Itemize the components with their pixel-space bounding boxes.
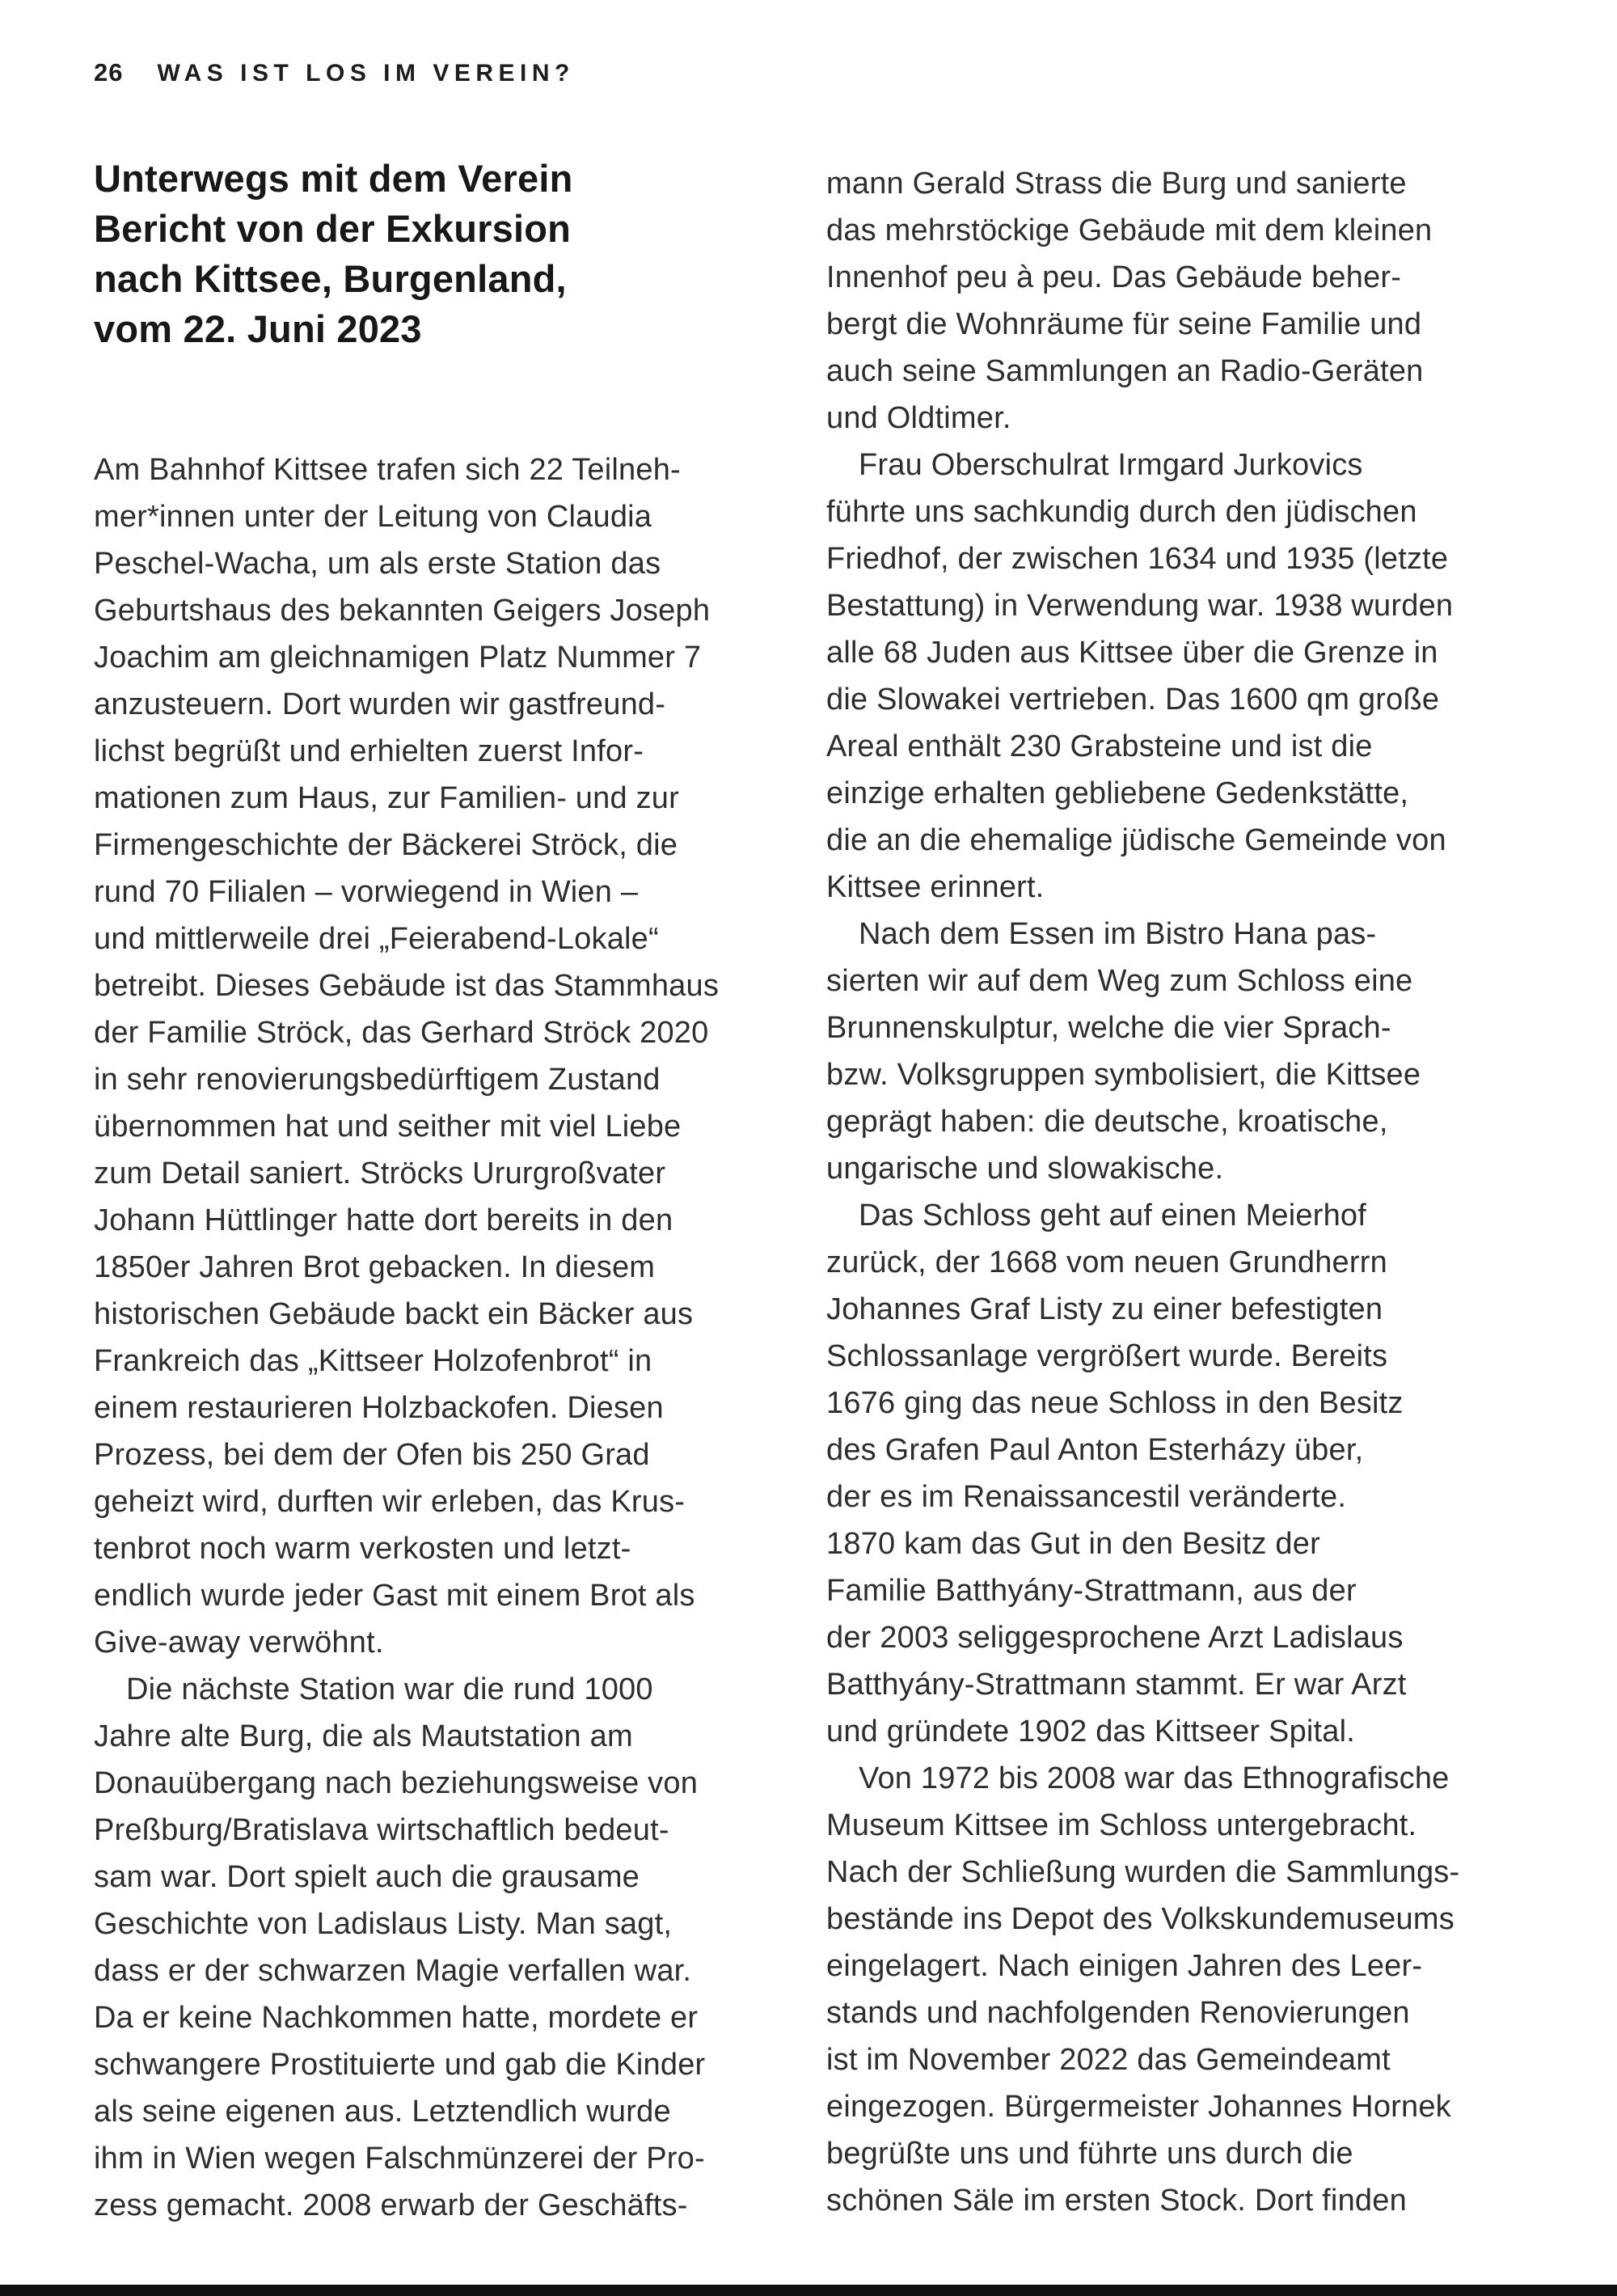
text-line: Friedhof, der zwischen 1634 und 1935 (letzte bbox=[826, 542, 1449, 576]
text-line: bergt die Wohnräume für seine Familie und bbox=[826, 307, 1422, 341]
article-title bbox=[94, 154, 572, 354]
text-line: ist im November 2022 das Gemeindeamt bbox=[826, 2043, 1391, 2077]
text-line: zess gemacht. 2008 erwarb der Geschäfts- bbox=[94, 2188, 688, 2222]
text-line: des Grafen Paul Anton Esterházy über, bbox=[826, 1433, 1364, 1467]
text-line: führte uns sachkundig durch den jüdischen bbox=[826, 495, 1417, 529]
text-line: Joachim am gleichnamigen Platz Nummer 7 bbox=[94, 641, 702, 674]
text-line: Prozess, bei dem der Ofen bis 250 Grad bbox=[94, 1438, 650, 1472]
text-line: endlich wurde jeder Gast mit einem Brot als bbox=[94, 1579, 695, 1613]
text-line: Brunnenskulptur, welche die vier Sprach- bbox=[826, 1011, 1391, 1045]
text-line: Frankreich das „Kittseer Holzofenbrot“ in bbox=[94, 1344, 652, 1378]
text-line: Areal enthält 230 Grabsteine und ist die bbox=[826, 729, 1373, 763]
text-line: Geschichte von Ladislaus Listy. Man sagt, bbox=[94, 1907, 673, 1941]
text-line: sam war. Dort spielt auch die grausame bbox=[94, 1860, 640, 1894]
text-line: Unterwegs mit dem Verein bbox=[94, 157, 573, 200]
text-line: geprägt haben: die deutsche, kroatische, bbox=[826, 1105, 1388, 1139]
text-line: vom 22. Juni 2023 bbox=[94, 307, 422, 350]
text-line: mationen zum Haus, zur Familien- und zur bbox=[94, 781, 679, 815]
text-line: dass er der schwarzen Magie verfallen war. bbox=[94, 1954, 692, 1988]
text-line: Geburtshaus des bekannten Geigers Joseph bbox=[94, 594, 711, 628]
text-line: und Oldtimer. bbox=[826, 401, 1011, 435]
text-line: Von 1972 bis 2008 war das Ethnografische bbox=[859, 1761, 1450, 1795]
text-line: Das Schloss geht auf einen Meierhof bbox=[859, 1199, 1367, 1233]
text-line: zurück, der 1668 vom neuen Grundherrn bbox=[826, 1245, 1387, 1279]
text-line: Kittsee erinnert. bbox=[826, 870, 1045, 904]
text-line: alle 68 Juden aus Kittsee über die Grenze in bbox=[826, 636, 1438, 670]
text-line: tenbrot noch warm verkosten und letzt- bbox=[94, 1532, 631, 1566]
text-line: eingezogen. Bürgermeister Johannes Hornek bbox=[826, 2090, 1451, 2124]
text-line: zum Detail saniert. Ströcks Ururgroßvater bbox=[94, 1156, 666, 1190]
text-line: stands und nachfolgenden Renovierungen bbox=[826, 1996, 1410, 2030]
text-line: begrüßte uns und führte uns durch die bbox=[826, 2137, 1353, 2171]
text-line: Nach der Schließung wurden die Sammlungs- bbox=[826, 1855, 1460, 1889]
text-line: Museum Kittsee im Schloss untergebracht. bbox=[826, 1808, 1417, 1842]
text-line: das mehrstöckige Gebäude mit dem kleinen bbox=[826, 214, 1433, 247]
text-line: einzige erhalten gebliebene Gedenkstätte, bbox=[826, 776, 1409, 810]
right-column bbox=[826, 160, 1538, 2224]
text-line: ihm in Wien wegen Falschmünzerei der Pro- bbox=[94, 2142, 705, 2175]
text-line: eingelagert. Nach einigen Jahren des Leer- bbox=[826, 1949, 1423, 1983]
text-line: anzusteuern. Dort wurden wir gastfreund- bbox=[94, 687, 666, 721]
text-line: historischen Gebäude backt ein Bäcker aus bbox=[94, 1297, 694, 1331]
text-line: Bestattung) in Verwendung war. 1938 wurden bbox=[826, 589, 1454, 623]
text-line: 1676 ging das neue Schloss in den Besitz bbox=[826, 1386, 1404, 1420]
text-line: lichst begrüßt und erhielten zuerst Infor- bbox=[94, 734, 644, 768]
text-line: Die nächste Station war die rund 1000 bbox=[126, 1672, 653, 1706]
text-line: Da er keine Nachkommen hatte, mordete er bbox=[94, 2001, 699, 2035]
text-line: rund 70 Filialen – vorwiegend in Wien – bbox=[94, 875, 639, 909]
text-line: bzw. Volksgruppen symbolisiert, die Kittsee bbox=[826, 1058, 1421, 1092]
text-line: der 2003 seliggesprochene Arzt Ladislaus bbox=[826, 1621, 1404, 1655]
text-line: der es im Renaissancestil veränderte. bbox=[826, 1480, 1347, 1514]
text-line: in sehr renovierungsbedürftigem Zustand bbox=[94, 1063, 661, 1097]
left-column bbox=[94, 446, 805, 2229]
section-header: WAS IST LOS IM VEREIN? bbox=[157, 60, 575, 87]
text-line: die an die ehemalige jüdische Gemeinde von bbox=[826, 823, 1446, 857]
text-line: 1850er Jahren Brot gebacken. In diesem bbox=[94, 1250, 656, 1284]
text-line: mer*innen unter der Leitung von Claudia bbox=[94, 500, 652, 534]
text-line: einem restaurieren Holzbackofen. Diesen bbox=[94, 1391, 664, 1425]
text-line: auch seine Sammlungen an Radio-Geräten bbox=[826, 354, 1424, 388]
text-line: Johann Hüttlinger hatte dort bereits in den bbox=[94, 1203, 673, 1237]
text-line: nach Kittsee, Burgenland, bbox=[94, 257, 567, 300]
text-line: schwangere Prostituierte und gab die Kinder bbox=[94, 2048, 706, 2082]
text-line: übernommen hat und seither mit viel Liebe bbox=[94, 1110, 682, 1144]
text-line: als seine eigenen aus. Letztendlich wurde bbox=[94, 2095, 671, 2129]
text-line: Familie Batthyány-Strattmann, aus der bbox=[826, 1574, 1357, 1608]
text-line: und mittlerweile drei „Feierabend-Lokale“ bbox=[94, 922, 659, 956]
text-line: mann Gerald Strass die Burg und sanierte bbox=[826, 167, 1407, 201]
text-line: Peschel-Wacha, um als erste Station das bbox=[94, 547, 661, 581]
text-line: ungarische und slowakische. bbox=[826, 1152, 1224, 1186]
text-line: Bericht von der Exkursion bbox=[94, 207, 572, 250]
text-line: 1870 kam das Gut in den Besitz der bbox=[826, 1527, 1320, 1561]
text-line: Schlossanlage vergrößert wurde. Bereits bbox=[826, 1339, 1388, 1373]
text-line: Batthyány-Strattmann stammt. Er war Arzt bbox=[826, 1668, 1407, 1702]
text-line: Give-away verwöhnt. bbox=[94, 1626, 384, 1660]
text-line: Donauübergang nach beziehungsweise von bbox=[94, 1766, 699, 1800]
text-line: der Familie Ströck, das Gerhard Ströck 2020 bbox=[94, 1016, 709, 1050]
text-line: Jahre alte Burg, die als Mautstation am bbox=[94, 1719, 633, 1753]
page-bottom-edge bbox=[0, 2285, 1617, 2296]
text-line: bestände ins Depot des Volkskundemuseums bbox=[826, 1902, 1454, 1936]
text-line: Johannes Graf Listy zu einer befestigten bbox=[826, 1292, 1383, 1326]
text-line: betreibt. Dieses Gebäude ist das Stammhaus bbox=[94, 969, 720, 1003]
text-line: Innenhof peu à peu. Das Gebäude beher- bbox=[826, 260, 1402, 294]
text-line: die Slowakei vertrieben. Das 1600 qm große bbox=[826, 683, 1440, 717]
page-number: 26 bbox=[94, 58, 124, 87]
text-line: Firmengeschichte der Bäckerei Ströck, die bbox=[94, 828, 678, 862]
text-line: Am Bahnhof Kittsee trafen sich 22 Teilneh- bbox=[94, 453, 681, 487]
page-header bbox=[94, 58, 575, 87]
text-line: sierten wir auf dem Weg zum Schloss eine bbox=[826, 964, 1413, 998]
text-line: schönen Säle im ersten Stock. Dort finden bbox=[826, 2184, 1407, 2218]
text-line: und gründete 1902 das Kittseer Spital. bbox=[826, 1715, 1356, 1748]
text-line: Frau Oberschulrat Irmgard Jurkovics bbox=[859, 448, 1363, 482]
text-line: Preßburg/Bratislava wirtschaftlich bedeut- bbox=[94, 1813, 669, 1847]
text-line: geheizt wird, durften wir erleben, das Krus- bbox=[94, 1485, 686, 1519]
text-line: Nach dem Essen im Bistro Hana pas- bbox=[859, 917, 1377, 951]
